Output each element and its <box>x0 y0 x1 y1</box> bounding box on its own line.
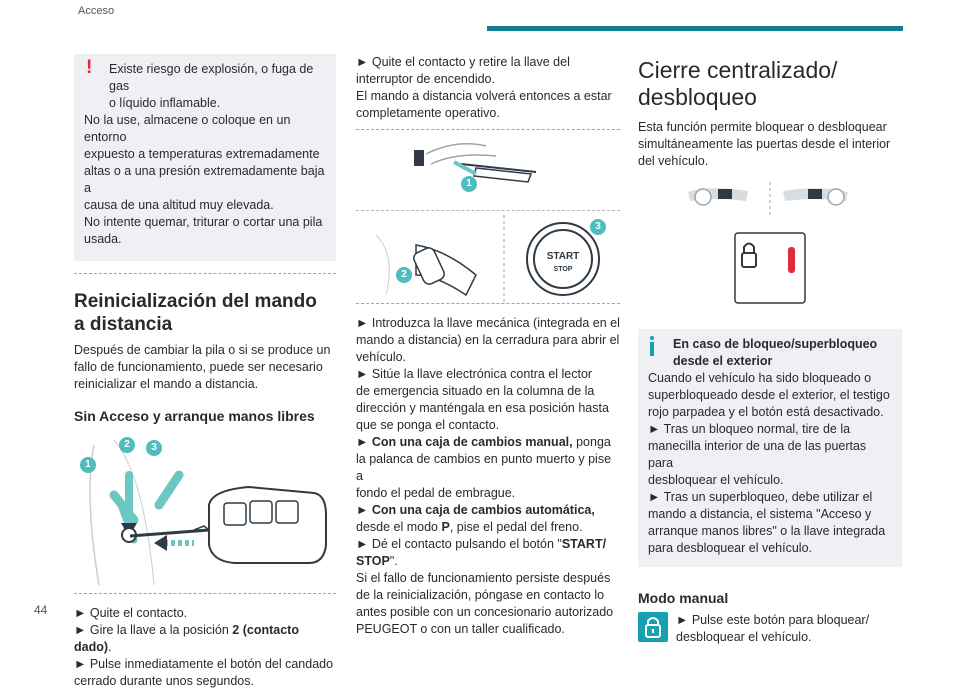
key-fob-illustration <box>74 435 336 593</box>
warning-text: Existe riesgo de explosión, o fuga de gas <box>109 62 314 93</box>
step-badge-2: 2 <box>119 437 135 453</box>
body-text: dirección y manténgala en esa posición hasta <box>356 401 609 415</box>
exclamation-icon: ! <box>86 57 93 78</box>
column-1 <box>74 54 336 690</box>
body-text: ► Introduzca la llave mecánica (integrada en el <box>356 316 620 330</box>
body-text: de emergencia situado en la columna de la <box>356 384 595 398</box>
warning-text: altas o a una presión extremadamente baja a <box>84 164 325 195</box>
divider <box>356 129 620 130</box>
start-stop-illustration <box>356 215 620 303</box>
start-label: START <box>546 251 580 262</box>
section-title: Reinicialización del mando <box>74 291 317 312</box>
step-text: ► Gire la llave a la posición 2 (contacto dado). <box>74 623 299 654</box>
mechanical-key-illustration <box>356 134 620 194</box>
warning-text: No intente quemar, triturar o cortar una pila <box>84 215 323 229</box>
column-2 <box>356 54 620 638</box>
section-title: a distancia <box>74 314 173 335</box>
body-text: que se ponga el contacto. <box>356 418 500 432</box>
key-fob-drawing <box>74 435 336 593</box>
body-text: ► Quite el contacto y retire la llave del <box>356 55 570 69</box>
step-text: cerrado durante unos segundos. <box>74 674 254 688</box>
subsection-title: Sin Acceso y arranque manos libres <box>74 408 315 424</box>
body-text: antes posible con un concesionario autorizado <box>356 605 614 619</box>
warning-text: causa de una altitud muy elevada. <box>84 198 274 212</box>
subsection-title: Modo manual <box>638 590 729 606</box>
body-text: ► Con una caja de cambios automática, <box>356 503 595 517</box>
info-box <box>638 329 902 567</box>
info-text: arranque manos libres" o la llave integrada <box>648 524 886 538</box>
info-text: mando a distancia, el sistema "Acceso y <box>648 507 872 521</box>
info-text: para desbloquear el vehículo. <box>648 541 813 555</box>
body-text: fondo el pedal de embrague. <box>356 486 516 500</box>
column-3 <box>638 54 902 646</box>
step-badge-2: 2 <box>396 267 412 283</box>
info-title: En caso de bloqueo/superbloqueo <box>673 337 878 351</box>
step-badge-3: 3 <box>590 219 606 235</box>
section-title: desbloqueo <box>638 84 757 110</box>
body-text: ► Sitúe la llave electrónica contra el lector <box>356 367 593 381</box>
info-text: Cuando el vehículo ha sido bloqueado o <box>648 371 872 385</box>
manual-mode-text: desbloquear el vehículo. <box>676 630 812 644</box>
header-accent-bar <box>487 26 903 31</box>
step-text: ► Quite el contacto. <box>74 606 188 620</box>
info-text: ► Tras un bloqueo normal, tire de la <box>648 422 851 436</box>
warning-text: usada. <box>84 232 122 246</box>
info-text: ► Tras un superbloqueo, debe utilizar el <box>648 490 873 504</box>
section-title: Cierre centralizado/ <box>638 57 838 83</box>
page-number: 44 <box>34 603 48 617</box>
info-text: manecilla interior de una de las puertas para <box>648 439 867 470</box>
info-title: desde el exterior <box>673 354 773 368</box>
intro-text: simultáneamente las puertas desde el interior <box>638 137 891 151</box>
warning-text: No la use, almacene o coloque en un entorno <box>84 113 291 144</box>
stop-label: STOP <box>553 266 573 273</box>
info-text: rojo parpadea y el botón está desactivado. <box>648 405 884 419</box>
step-badge-1: 1 <box>80 457 96 473</box>
body-text: ► Dé el contacto pulsando el botón "START/ <box>356 537 607 551</box>
step-badge-3: 3 <box>146 440 162 456</box>
intro-text: del vehículo. <box>638 154 709 168</box>
warning-text: o líquido inflamable. <box>109 96 221 110</box>
body-text: vehículo. <box>356 350 407 364</box>
intro-text: Esta función permite bloquear o desbloquear <box>638 120 887 134</box>
body-text: mando a distancia) en la cerradura para abrir el <box>356 333 620 347</box>
body-text: completamente operativo. <box>356 106 500 120</box>
manual-mode-row <box>638 612 902 646</box>
body-text: de la reinicialización, póngase en contacto lo <box>356 588 605 602</box>
intro-text: Después de cambiar la pila o si se produce un <box>74 343 331 357</box>
divider <box>356 303 620 304</box>
info-icon <box>650 336 654 356</box>
intro-text: reinicializar el mando a distancia. <box>74 377 259 391</box>
body-text: desde el modo P, pise el pedal del freno. <box>356 520 583 534</box>
body-text: STOP". <box>356 554 398 568</box>
body-text: Si el fallo de funcionamiento persiste después <box>356 571 611 585</box>
intro-text: fallo de funcionamiento, puede ser necesario <box>74 360 323 374</box>
lock-icon <box>638 612 668 642</box>
body-text: ► Con una caja de cambios manual, ponga <box>356 435 611 449</box>
central-locking-illustration <box>638 177 902 317</box>
manual-mode-text: ► Pulse este botón para bloquear/ <box>676 613 870 627</box>
start-stop-drawing <box>356 215 620 303</box>
body-text: interruptor de encendido. <box>356 72 495 86</box>
step-text: ► Pulse inmediatamente el botón del candado <box>74 657 334 671</box>
divider <box>74 273 336 274</box>
info-text: desbloquear el vehículo. <box>648 473 784 487</box>
warning-box <box>74 54 336 261</box>
body-text: la palanca de cambios en punto muerto y pise a <box>356 452 612 483</box>
divider <box>356 210 620 211</box>
dashboard-drawing <box>638 177 902 317</box>
section-header: Acceso <box>78 5 115 17</box>
body-text: El mando a distancia volverá entonces a estar <box>356 89 612 103</box>
info-text: superbloqueado desde el exterior, el testigo <box>648 388 890 402</box>
divider <box>74 593 336 594</box>
body-text: PEUGEOT o con un taller cualificado. <box>356 622 565 636</box>
warning-text: expuesto a temperaturas extremadamente <box>84 147 320 161</box>
step-badge-1: 1 <box>461 176 477 192</box>
key-lock-drawing <box>356 134 620 194</box>
